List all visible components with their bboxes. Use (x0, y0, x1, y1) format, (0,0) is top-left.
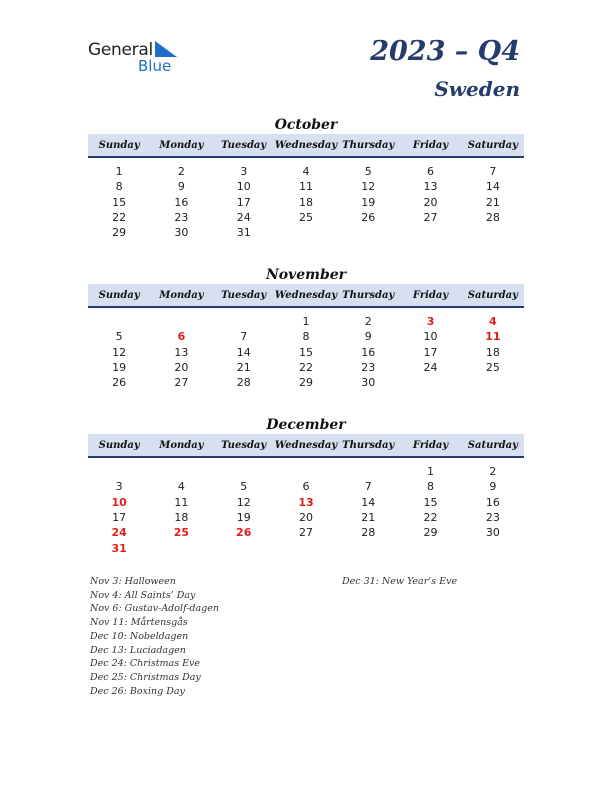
day-cell: 15 (112, 195, 127, 209)
logo-blue-text: Blue (138, 57, 172, 75)
day-cell: 18 (298, 195, 313, 209)
day-cell: 15 (298, 345, 313, 359)
weekday-header: Sunday (88, 434, 150, 457)
weekday-header: Wednesday (275, 134, 337, 157)
week-row (88, 540, 524, 555)
week-row (88, 164, 524, 179)
holiday-note: Dec 25: Christmas Day (90, 671, 201, 683)
day-cell: 16 (361, 345, 376, 359)
day-cell: 8 (302, 330, 310, 344)
day-cell: 12 (112, 345, 127, 359)
weekday-header: Wednesday (275, 434, 337, 457)
weekday-header: Thursday (337, 134, 399, 157)
holiday-note: Nov 11: Mårtensgås (90, 617, 188, 629)
holiday-note: Nov 6: Gustav-Adolf-dagen (90, 603, 219, 615)
weekday-header: Tuesday (213, 134, 275, 157)
day-cell: 24 (111, 526, 127, 540)
day-cell: 3 (115, 480, 123, 494)
day-cell: 7 (364, 480, 372, 494)
day-cell: 27 (298, 526, 313, 540)
month-december (88, 416, 524, 556)
country-name: Sweden (434, 77, 520, 101)
day-cell: 10 (236, 180, 251, 194)
holiday-note: Dec 24: Christmas Eve (90, 658, 201, 670)
weekday-header-row (88, 434, 524, 457)
day-cell: 9 (489, 480, 497, 494)
weekday-header: Tuesday (213, 434, 275, 457)
day-cell: 22 (112, 211, 127, 225)
day-cell: 26 (112, 376, 127, 390)
day-cell: 5 (364, 165, 372, 179)
empty-day-cell (275, 540, 337, 555)
day-cell: 8 (115, 180, 123, 194)
day-cell: 28 (485, 211, 500, 225)
day-cell: 13 (298, 495, 314, 509)
spacer-row (88, 157, 524, 164)
day-cell: 31 (111, 541, 127, 555)
day-cell: 30 (174, 226, 189, 240)
day-cell: 27 (423, 211, 438, 225)
day-cell: 21 (485, 195, 500, 209)
day-cell: 6 (302, 480, 310, 494)
day-cell: 6 (177, 330, 186, 344)
holiday-notes-right (342, 575, 457, 589)
logo (88, 38, 188, 78)
day-cell: 16 (485, 495, 500, 509)
day-cell: 2 (489, 465, 497, 479)
spacer (88, 157, 524, 164)
day-cell: 16 (174, 195, 189, 209)
empty-day-cell (150, 314, 212, 329)
day-cell: 13 (174, 345, 189, 359)
day-cell: 18 (174, 511, 189, 525)
holiday-note: Dec 26: Boxing Day (90, 685, 185, 697)
day-cell: 9 (364, 330, 372, 344)
weekday-header: Thursday (337, 284, 399, 307)
day-cell: 14 (236, 345, 251, 359)
spacer (88, 307, 524, 314)
day-cell: 14 (485, 180, 500, 194)
spacer (88, 457, 524, 464)
day-cell: 19 (112, 361, 127, 375)
weekday-header: Thursday (337, 434, 399, 457)
empty-day-cell (213, 314, 275, 329)
day-cell: 21 (236, 361, 251, 375)
week-row (88, 225, 524, 240)
day-cell: 2 (364, 315, 372, 329)
empty-day-cell (213, 540, 275, 555)
page-title: 2023 – Q4 (370, 36, 520, 67)
day-cell: 28 (361, 526, 376, 540)
day-cell: 24 (423, 361, 438, 375)
day-cell: 28 (236, 376, 251, 390)
empty-day-cell (399, 375, 461, 390)
month-title: November (265, 267, 347, 283)
weekday-header: Friday (399, 434, 461, 457)
holiday-notes-left (90, 575, 219, 698)
day-cell: 11 (298, 180, 313, 194)
day-cell: 3 (240, 165, 248, 179)
day-cell: 25 (298, 211, 313, 225)
day-cell: 17 (112, 511, 127, 525)
empty-day-cell (213, 464, 275, 479)
day-cell: 18 (485, 345, 500, 359)
holiday-note: Dec 10: Nobeldagen (90, 630, 189, 642)
day-cell: 3 (426, 315, 435, 329)
day-cell: 23 (485, 511, 500, 525)
weekday-header: Wednesday (275, 284, 337, 307)
weekday-header: Tuesday (213, 284, 275, 307)
holiday-note: Nov 4: All Saints’ Day (90, 589, 196, 601)
weekday-header-row (88, 134, 524, 157)
week-row (88, 329, 524, 344)
day-cell: 23 (361, 361, 376, 375)
day-cell: 1 (302, 315, 310, 329)
day-cell: 22 (423, 511, 438, 525)
empty-day-cell (88, 464, 150, 479)
day-cell: 20 (174, 361, 189, 375)
day-cell: 2 (177, 165, 185, 179)
weekday-header: Monday (150, 134, 212, 157)
week-row (88, 525, 524, 540)
empty-day-cell (88, 314, 150, 329)
calendar-grid (88, 434, 524, 556)
day-cell: 29 (298, 376, 313, 390)
weekday-header: Saturday (462, 434, 524, 457)
logo-general-text: General (88, 40, 153, 60)
weekday-header: Monday (150, 434, 212, 457)
month-october (88, 116, 524, 240)
weekday-header: Monday (150, 284, 212, 307)
weekday-header-row (88, 284, 524, 307)
day-cell: 10 (423, 330, 438, 344)
weekday-header: Friday (399, 284, 461, 307)
day-cell: 27 (174, 376, 189, 390)
spacer-row (88, 307, 524, 314)
day-cell: 12 (236, 495, 251, 509)
calendar-grid (88, 134, 524, 240)
day-cell: 15 (423, 495, 438, 509)
month-november (88, 266, 524, 390)
week-row (88, 495, 524, 510)
week-row (88, 464, 524, 479)
day-cell: 25 (173, 526, 190, 540)
empty-day-cell (337, 540, 399, 555)
day-cell: 14 (361, 495, 376, 509)
month-title: December (266, 417, 346, 433)
empty-day-cell (462, 375, 524, 390)
calendar-grid (88, 284, 524, 390)
day-cell: 4 (302, 165, 310, 179)
weekday-header: Sunday (88, 134, 150, 157)
week-row (88, 195, 524, 210)
day-cell: 10 (111, 495, 127, 509)
day-cell: 5 (240, 480, 248, 494)
empty-day-cell (150, 464, 212, 479)
day-cell: 26 (361, 211, 376, 225)
holiday-note: Dec 13: Luciadagen (90, 644, 186, 656)
day-cell: 7 (240, 330, 248, 344)
holiday-note: Nov 3: Halloween (90, 576, 176, 587)
day-cell: 21 (361, 511, 376, 525)
empty-day-cell (275, 464, 337, 479)
day-cell: 22 (298, 361, 313, 375)
week-row (88, 345, 524, 360)
day-cell: 29 (423, 526, 438, 540)
week-row (88, 179, 524, 194)
week-row (88, 210, 524, 225)
day-cell: 25 (485, 361, 500, 375)
day-cell: 26 (236, 526, 252, 540)
empty-day-cell (399, 540, 461, 555)
weekday-header: Sunday (88, 284, 150, 307)
day-cell: 8 (427, 480, 435, 494)
empty-day-cell (337, 225, 399, 240)
week-row (88, 375, 524, 390)
holiday-note: Dec 31: New Year’s Eve (342, 576, 458, 587)
empty-day-cell (462, 540, 524, 555)
empty-day-cell (337, 464, 399, 479)
day-cell: 17 (423, 345, 438, 359)
empty-day-cell (399, 225, 461, 240)
empty-day-cell (150, 540, 212, 555)
day-cell: 4 (489, 315, 497, 329)
spacer-row (88, 457, 524, 464)
week-row (88, 314, 524, 329)
day-cell: 20 (298, 511, 313, 525)
day-cell: 1 (427, 465, 435, 479)
day-cell: 7 (489, 165, 497, 179)
day-cell: 11 (485, 330, 501, 344)
day-cell: 11 (174, 495, 189, 509)
day-cell: 9 (177, 180, 185, 194)
day-cell: 30 (485, 526, 500, 540)
weekday-header: Saturday (462, 284, 524, 307)
weekday-header: Saturday (462, 134, 524, 157)
empty-day-cell (462, 225, 524, 240)
month-title: October (274, 117, 338, 133)
day-cell: 29 (112, 226, 127, 240)
day-cell: 12 (361, 180, 376, 194)
day-cell: 30 (361, 376, 376, 390)
day-cell: 4 (177, 480, 185, 494)
week-row (88, 479, 524, 494)
day-cell: 19 (236, 511, 251, 525)
day-cell: 5 (115, 330, 123, 344)
day-cell: 13 (423, 180, 438, 194)
day-cell: 24 (236, 211, 251, 225)
weekday-header: Friday (399, 134, 461, 157)
day-cell: 31 (236, 226, 251, 240)
logo-flag-icon (155, 41, 177, 57)
day-cell: 17 (236, 195, 251, 209)
week-row (88, 510, 524, 525)
day-cell: 1 (115, 165, 123, 179)
week-row (88, 360, 524, 375)
day-cell: 20 (423, 195, 438, 209)
day-cell: 23 (174, 211, 189, 225)
day-cell: 6 (427, 165, 435, 179)
empty-day-cell (275, 225, 337, 240)
day-cell: 19 (361, 195, 376, 209)
